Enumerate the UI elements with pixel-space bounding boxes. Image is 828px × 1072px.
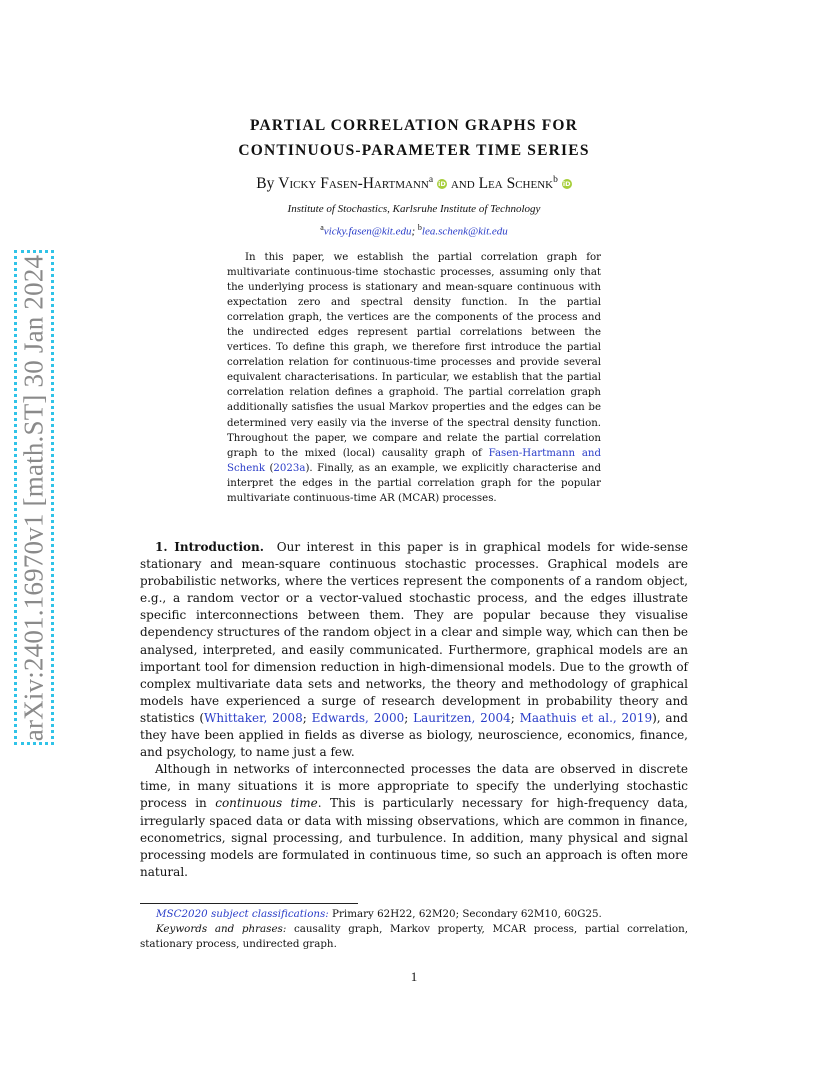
intro-emphasis: continuous time: [215, 796, 318, 811]
author-2-name: Lea Schenk: [478, 175, 554, 193]
author-1-mark: a: [428, 175, 434, 185]
affiliation: Institute of Stochastics, Karlsruhe Institute of Technology: [287, 203, 541, 215]
author-1-name: Vicky Fasen-Hartmann: [278, 175, 429, 193]
keywords-label: Keywords and phrases:: [156, 923, 287, 935]
abstract-citation-name[interactable]: Fasen-Hartmann and Schenk: [227, 447, 601, 474]
paper-title-line-2: CONTINUOUS-PARAMETER TIME SERIES: [238, 142, 590, 159]
by-prefix: By: [256, 175, 275, 193]
citation-maathuis[interactable]: Maathuis et al., 2019: [519, 710, 653, 725]
abstract-paragraph: [227, 250, 601, 506]
email-separator: ;: [411, 225, 418, 238]
citation-whittaker[interactable]: Whittaker, 2008: [204, 710, 303, 725]
email-mark-a: a: [320, 223, 324, 232]
email-link-b[interactable]: lea.schenk@kit.edu: [421, 225, 508, 238]
footnote-rule: [140, 903, 358, 904]
and-connector: and: [450, 175, 475, 193]
intro-text-1a: Our interest in this paper is in graphical models for wide-sense stationary and mean-square continuous stochastic processes. Graphical models are probabilistic networks, where the vertices represent the components of a random object, e.g., a random vector or a vector-valued stochastic process, and the edges illustrate specific interconnections between them. They are popular because they visualise dependency structures of the random object in a clear and simple way, which can then be analysed, interpreted, and easily communicated. Furthermore, graphical models are an important tool for dimension reduction in high-dimensional models. Due to the growth of complex multivariate data sets and networks, the theory and methodology of graphical models have experienced a surge of research development in probability theory and statistics (: [140, 540, 688, 725]
arxiv-sidebar-stamp: [14, 250, 54, 745]
arxiv-identifier: arXiv:2401.16970v1 [math.ST] 30 Jan 2024: [18, 254, 49, 741]
abstract-text-1: In this paper, we establish the partial correlation graph for multivariate continuous-time stochastic processes, assuming only that the underlying process is stationary and mean-square continuous with expectation zero and spectral density function. In the partial correlation graph, the vertices are the components of the process and the undirected edges represent partial correlations between the vertices. To define this graph, we therefore first introduce the partial correlation relation for continuous-time processes and provide several equivalent characterisations. In particular, we establish that the partial correlation relation defines a graphoid. The partial correlation graph additionally satisfies the usual Markov properties and the edges can be determined very easily via the inverse of the spectral density function. Throughout the paper, we compare and relate the partial correlation graph to the mixed (local) causality graph of: [227, 252, 601, 459]
intro-paragraph-1: [140, 539, 688, 761]
email-link-a[interactable]: vicky.fasen@kit.edu: [323, 225, 412, 238]
orcid-icon[interactable]: iD: [438, 180, 446, 189]
citation-edwards[interactable]: Edwards, 2000: [311, 710, 405, 725]
author-emails: [140, 223, 688, 238]
footnotes: [140, 907, 688, 952]
abstract-cite-open: (: [265, 462, 274, 474]
orcid-icon[interactable]: iD: [562, 180, 571, 189]
section-heading: 1. Introduction.: [155, 540, 264, 554]
citation-lauritzen[interactable]: Lauritzen, 2004: [413, 710, 511, 725]
abstract: [227, 250, 601, 506]
intro-text-1b: ), and they have been applied in fields as diverse as biology, neuroscience, economics, finance, and psychology, to name just a few.: [140, 710, 688, 760]
intro-text-2a: Although in networks of interconnected processes the data are observed in discrete time, in many situations it is more appropriate to specify the underlying stochastic process in: [140, 762, 688, 811]
msc-text: Primary 62H22, 62M20; Secondary 62M10, 60G25.: [328, 908, 602, 920]
msc-footnote: [140, 907, 688, 922]
keywords-text: causality graph, Markov property, MCAR process, partial correlation, stationary process, undirected graph.: [140, 923, 688, 950]
intro-paragraph-2: [140, 761, 688, 881]
author-2-mark: b: [553, 175, 558, 185]
introduction-section: [140, 539, 688, 881]
citation-separator: ;: [510, 710, 520, 725]
paper-title-line-1: PARTIAL CORRELATION GRAPHS FOR: [249, 117, 579, 134]
keywords-footnote: [140, 922, 688, 952]
citation-separator: ;: [404, 710, 414, 725]
abstract-text-2: ). Finally, as an example, we explicitly characterise and interpret the edges in the partial correlation graph for the popular multivariate continuous-time AR (MCAR) processes.: [227, 462, 601, 504]
email-mark-b: b: [417, 223, 422, 232]
msc-label-link[interactable]: MSC2020 subject classifications:: [156, 908, 329, 920]
page-number: 1: [410, 969, 418, 984]
intro-text-2b: . This is particularly necessary for high-frequency data, irregularly spaced data or data with missing observations, which are common in finance, econometrics, signal processing, and turbulence. In addition, many physical and signal processing models are formulated in continuous time, so such an approach is often more natural.: [140, 796, 688, 879]
author-line: [140, 175, 688, 193]
citation-separator: ;: [302, 710, 312, 725]
abstract-citation-year[interactable]: 2023a: [273, 462, 306, 474]
